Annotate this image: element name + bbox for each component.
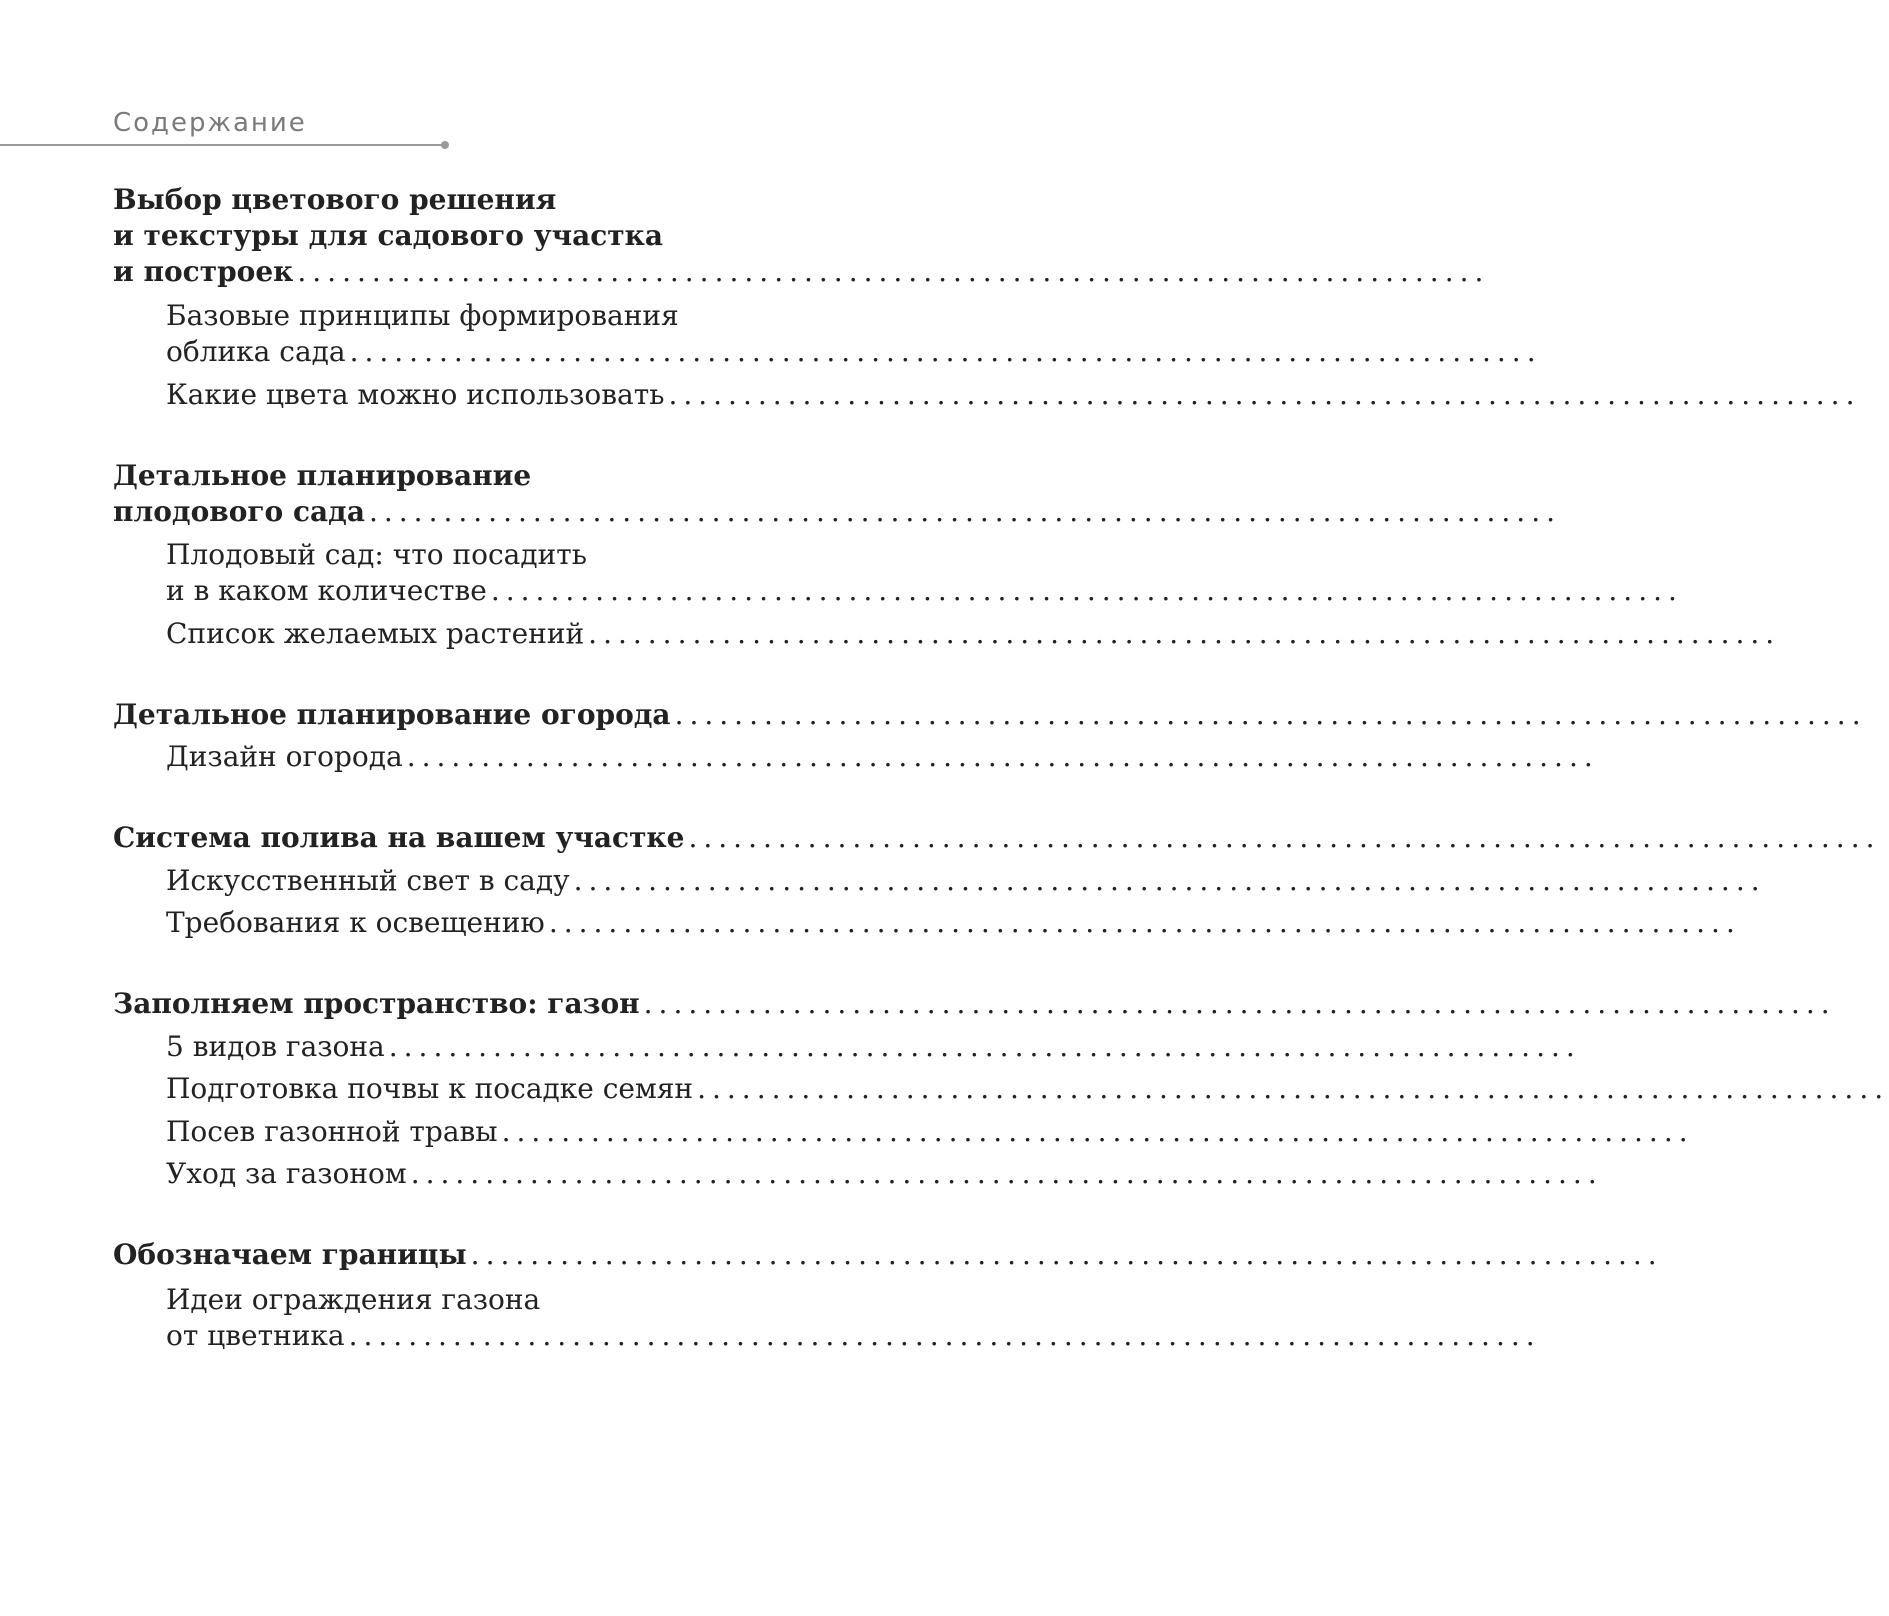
toc-entry-text: Детальное планирование огорода: [113, 698, 671, 731]
toc-entry-line[interactable]: [166, 1316, 1541, 1356]
dot-leader: ................................................................................: [688, 821, 1881, 854]
toc-entry-text: Обозначаем границы: [113, 1238, 467, 1271]
dot-leader: ................................................................................: [490, 574, 1683, 607]
toc-entry-text: и построек: [113, 255, 294, 288]
dot-leader: ................................................................................: [368, 495, 1561, 528]
toc-entry-line[interactable]: [166, 1154, 1603, 1194]
toc-entry-text: Список желаемых растений: [166, 617, 585, 650]
toc-entry-line[interactable]: [166, 861, 1766, 901]
toc-entry-line[interactable]: [113, 252, 1490, 292]
dot-leader: ................................................................................: [573, 864, 1766, 897]
dot-leader: ................................................................................: [410, 1157, 1603, 1190]
toc-entry-text: Дизайн огорода: [166, 740, 403, 773]
toc-entry-line[interactable]: [113, 216, 778, 256]
toc-entry-line[interactable]: [166, 535, 778, 575]
toc-entry-text: Заполняем пространство: газон: [113, 987, 640, 1020]
toc-entry-text: Плодовый сад: что посадить: [166, 538, 588, 571]
toc-entry-line[interactable]: [113, 1235, 1663, 1275]
toc-entry-line[interactable]: [166, 1027, 1581, 1067]
toc-entry-text: Требования к освещению: [166, 906, 545, 939]
toc-entry-line[interactable]: [113, 492, 1561, 532]
toc-entry-text: и в каком количестве: [166, 574, 487, 607]
toc-entry-line[interactable]: [113, 984, 1836, 1024]
toc-entry-line[interactable]: [166, 1280, 778, 1320]
toc-entry-line[interactable]: [166, 737, 1599, 777]
dot-leader: ................................................................................: [388, 1030, 1581, 1063]
toc-entry-line[interactable]: [113, 456, 778, 496]
toc-entry-line[interactable]: [166, 1112, 1694, 1152]
dot-leader: ................................................................................: [501, 1115, 1694, 1148]
toc-entry-text: Искусственный свет в саду: [166, 864, 570, 897]
toc-entry-line[interactable]: [166, 1069, 1889, 1109]
toc-entry-text: Выбор цветового решения: [113, 183, 557, 216]
dot-leader: ................................................................................: [697, 1072, 1889, 1105]
dot-leader: ................................................................................: [674, 698, 1867, 731]
toc-entry-text: Система полива на вашем участке: [113, 821, 685, 854]
toc-entry-text: Подготовка почвы к посадке семян: [166, 1072, 694, 1105]
dot-leader: ................................................................................: [668, 378, 1861, 411]
dot-leader: ................................................................................: [406, 740, 1599, 773]
dot-leader: ................................................................................: [470, 1238, 1663, 1271]
toc-entry-line[interactable]: [166, 375, 1861, 415]
toc-entry-line[interactable]: [166, 332, 1542, 372]
toc-entry-text: Идеи ограждения газона: [166, 1283, 541, 1316]
dot-leader: ................................................................................: [643, 987, 1836, 1020]
toc-entry-text: Детальное планирование: [113, 459, 532, 492]
dot-leader: ................................................................................: [348, 1319, 1541, 1352]
dot-leader: ................................................................................: [297, 255, 1490, 288]
toc-entry-text: Уход за газоном: [166, 1157, 407, 1190]
toc-entry-text: от цветника: [166, 1319, 345, 1352]
toc-entry-line[interactable]: [113, 695, 1867, 735]
toc-entry-text: 5 видов газона: [166, 1030, 385, 1063]
toc-entry-line[interactable]: [166, 296, 778, 336]
toc-entry-line[interactable]: [166, 614, 1781, 654]
page-title: Содержание: [113, 108, 307, 138]
toc-entry-line[interactable]: [166, 903, 1741, 943]
toc-entry-text: плодового сада: [113, 495, 365, 528]
dot-leader: ................................................................................: [548, 906, 1741, 939]
dot-leader: ................................................................................: [588, 617, 1781, 650]
toc-entry-line[interactable]: [113, 818, 1881, 858]
toc-entry-line[interactable]: [113, 180, 778, 220]
toc-entry-line[interactable]: [166, 571, 1683, 611]
toc-entry-text: Посев газонной травы: [166, 1115, 498, 1148]
dot-leader: ................................................................................: [349, 335, 1542, 368]
toc-entry-text: и текстуры для садового участка: [113, 219, 664, 252]
toc-entry-text: Какие цвета можно использовать: [166, 378, 665, 411]
toc-entry-text: Базовые принципы формирования: [166, 299, 679, 332]
toc-entry-text: облика сада: [166, 335, 346, 368]
